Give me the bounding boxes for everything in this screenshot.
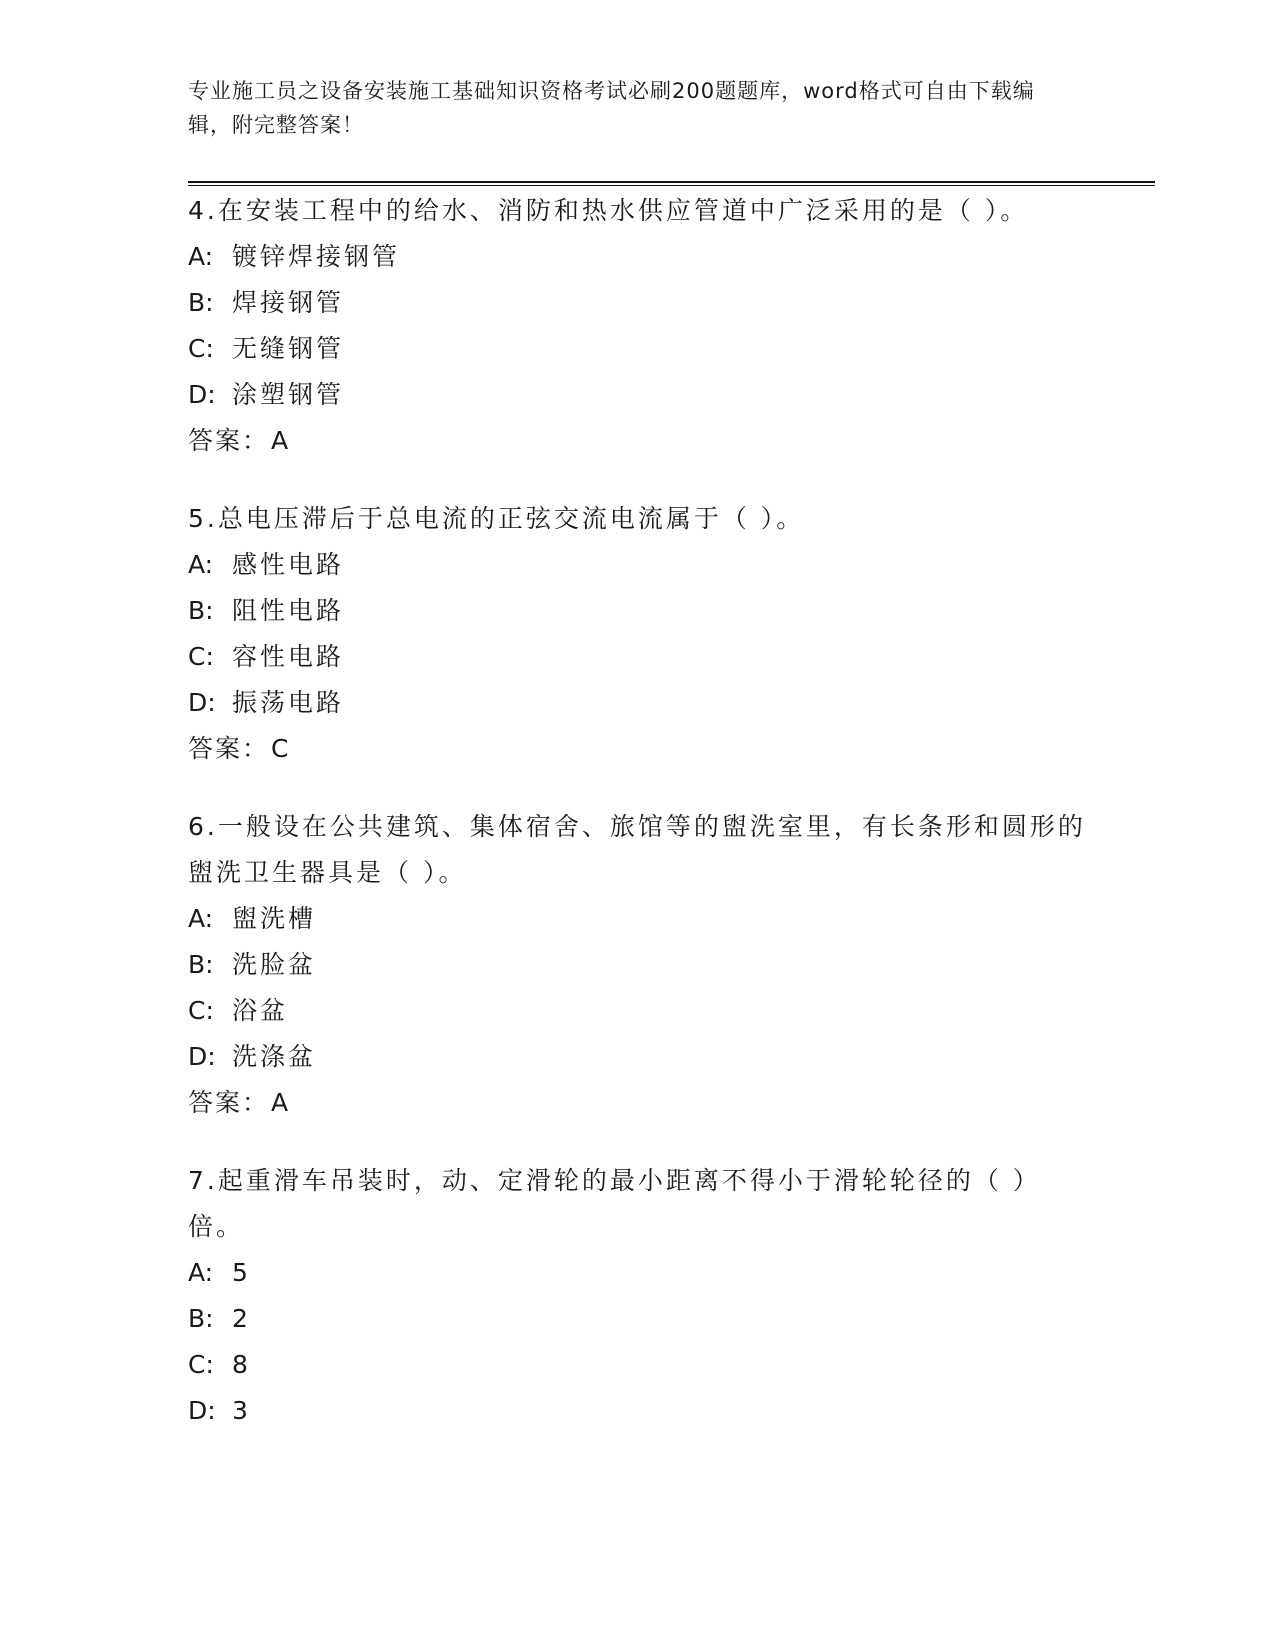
option-key: C: — [188, 642, 214, 671]
option-text: 盥洗槽 — [232, 904, 317, 933]
option-key: C: — [188, 1350, 214, 1379]
option-c — [188, 988, 1088, 1034]
option-d — [188, 1388, 1088, 1434]
answer-line — [188, 1080, 1088, 1126]
question-4 — [188, 188, 1088, 464]
option-key: B: — [188, 288, 214, 317]
option-text: 3 — [232, 1396, 251, 1425]
option-text: 5 — [232, 1258, 251, 1287]
option-text: 镀锌焊接钢管 — [232, 242, 401, 271]
option-a — [188, 1250, 1088, 1296]
option-text: 感性电路 — [232, 550, 345, 579]
option-d — [188, 1034, 1088, 1080]
option-key: B: — [188, 1304, 214, 1333]
option-text: 浴盆 — [232, 996, 289, 1025]
question-stem: 4.在安装工程中的给水、消防和热水供应管道中广泛采用的是（ ）。 — [188, 196, 1029, 225]
question-stem: 6.一般设在公共建筑、集体宿舍、旅馆等的盥洗室里，有长条形和圆形的盥洗卫生器具是（ ）。 — [188, 812, 1086, 887]
question-list — [188, 188, 1088, 1466]
answer-label: 答案： — [188, 734, 270, 763]
option-key: A: — [188, 904, 214, 933]
option-a — [188, 234, 1088, 280]
option-key: A: — [188, 242, 214, 271]
option-key: C: — [188, 996, 214, 1025]
answer-line — [188, 726, 1088, 772]
option-c — [188, 326, 1088, 372]
question-5 — [188, 496, 1088, 772]
option-key: D: — [188, 688, 216, 717]
option-d — [188, 372, 1088, 418]
answer-value: A — [271, 426, 291, 455]
option-key: C: — [188, 334, 214, 363]
option-b — [188, 942, 1088, 988]
option-text: 洗脸盆 — [232, 950, 317, 979]
option-text: 焊接钢管 — [232, 288, 345, 317]
option-d — [188, 680, 1088, 726]
option-text: 涂塑钢管 — [232, 380, 345, 409]
option-key: D: — [188, 380, 216, 409]
option-key: B: — [188, 596, 214, 625]
document-header: 专业施工员之设备安装施工基础知识资格考试必刷200题题库，word格式可自由下载编辑，附完整答案！ — [188, 79, 1035, 137]
option-b — [188, 588, 1088, 634]
header-divider-thick — [188, 181, 1155, 183]
option-a — [188, 896, 1088, 942]
answer-label: 答案： — [188, 1088, 270, 1117]
option-key: D: — [188, 1396, 216, 1425]
question-stem: 5.总电压滞后于总电流的正弦交流电流属于（ ）。 — [188, 504, 805, 533]
option-b — [188, 280, 1088, 326]
option-text: 阻性电路 — [232, 596, 345, 625]
option-key: A: — [188, 550, 214, 579]
option-key: A: — [188, 1258, 214, 1287]
option-c — [188, 1342, 1088, 1388]
question-7 — [188, 1158, 1088, 1434]
option-b — [188, 1296, 1088, 1342]
option-a — [188, 542, 1088, 588]
option-key: B: — [188, 950, 214, 979]
header-divider-thin — [188, 185, 1155, 186]
option-text: 振荡电路 — [232, 688, 345, 717]
answer-value: A — [271, 1088, 291, 1117]
question-stem: 7.起重滑车吊装时，动、定滑轮的最小距离不得小于滑轮轮径的（ ）倍。 — [188, 1166, 1041, 1241]
answer-line — [188, 418, 1088, 464]
answer-label: 答案： — [188, 426, 270, 455]
question-6 — [188, 804, 1088, 1126]
option-text: 8 — [232, 1350, 251, 1379]
option-text: 容性电路 — [232, 642, 345, 671]
option-text: 洗涤盆 — [232, 1042, 317, 1071]
option-text: 无缝钢管 — [232, 334, 345, 363]
option-key: D: — [188, 1042, 216, 1071]
option-c — [188, 634, 1088, 680]
answer-value: C — [271, 734, 291, 763]
option-text: 2 — [232, 1304, 251, 1333]
